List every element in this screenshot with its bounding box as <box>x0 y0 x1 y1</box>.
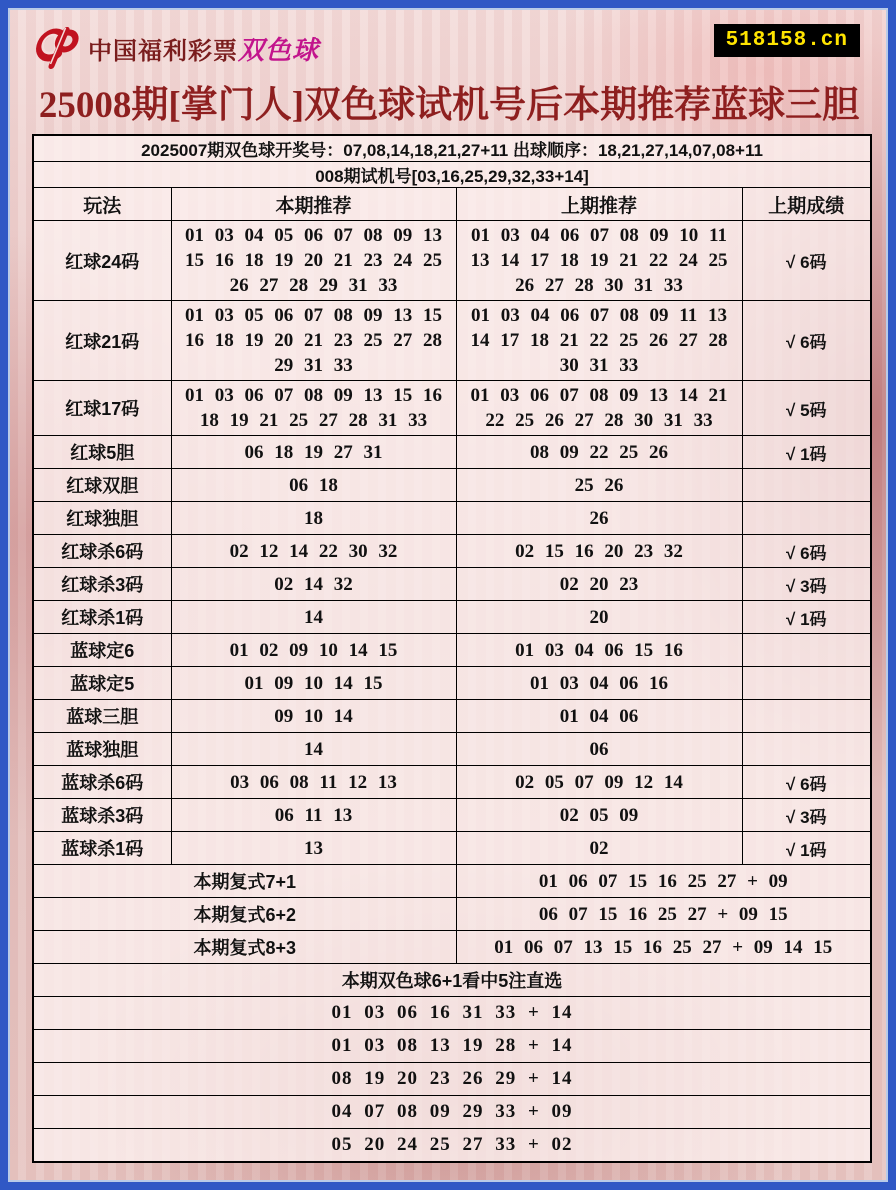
previous-score <box>742 700 871 733</box>
direct-selection-numbers: 01 03 08 13 19 28 + 14 <box>33 1030 871 1063</box>
play-type-label: 蓝球定6 <box>33 634 171 667</box>
current-recommendation: 03 06 08 11 12 13 <box>171 766 456 799</box>
previous-score: √ 1码 <box>742 436 871 469</box>
current-recommendation: 01 03 06 07 08 09 13 15 16 18 19 21 25 27 28 31 33 <box>171 381 456 436</box>
play-type-label: 红球杀6码 <box>33 535 171 568</box>
current-recommendation: 02 12 14 22 30 32 <box>171 535 456 568</box>
previous-recommendation: 08 09 22 25 26 <box>456 436 742 469</box>
previous-score: √ 1码 <box>742 832 871 865</box>
direct-selection-numbers: 05 20 24 25 27 33 + 02 <box>33 1129 871 1162</box>
play-type-label: 蓝球杀3码 <box>33 799 171 832</box>
table-row <box>33 766 871 799</box>
table-row <box>33 667 871 700</box>
previous-recommendation: 02 05 09 <box>456 799 742 832</box>
previous-recommendation: 01 03 06 07 08 09 13 14 21 22 25 26 27 28 30 31 33 <box>456 381 742 436</box>
previous-recommendation: 01 03 04 06 07 08 09 11 13 14 17 18 21 22 25 26 27 28 30 31 33 <box>456 301 742 381</box>
previous-score: √ 6码 <box>742 766 871 799</box>
test-number-line: 008期试机号[03,16,25,29,32,33+14] <box>33 162 871 188</box>
direct-row <box>33 1096 871 1129</box>
test-row <box>33 162 871 188</box>
direct-row <box>33 1129 871 1162</box>
compound-row <box>33 865 871 898</box>
table-row <box>33 799 871 832</box>
compound-row <box>33 898 871 931</box>
direct-row <box>33 997 871 1030</box>
play-type-label: 蓝球杀6码 <box>33 766 171 799</box>
current-recommendation: 14 <box>171 733 456 766</box>
previous-score <box>742 667 871 700</box>
previous-score: √ 6码 <box>742 535 871 568</box>
table-row <box>33 469 871 502</box>
direct-selection-numbers: 04 07 08 09 29 33 + 09 <box>33 1096 871 1129</box>
play-type-label: 红球杀1码 <box>33 601 171 634</box>
column-header-row <box>33 188 871 221</box>
previous-score <box>742 502 871 535</box>
current-recommendation: 06 18 19 27 31 <box>171 436 456 469</box>
play-type-label: 红球21码 <box>33 301 171 381</box>
compound-row <box>33 931 871 964</box>
play-type-label: 红球24码 <box>33 221 171 301</box>
play-type-label: 蓝球杀1码 <box>33 832 171 865</box>
previous-recommendation: 01 03 04 06 16 <box>456 667 742 700</box>
table-row <box>33 568 871 601</box>
page-content <box>8 8 888 1163</box>
previous-score: √ 3码 <box>742 568 871 601</box>
cwl-logo-icon <box>30 20 80 70</box>
table-row <box>33 634 871 667</box>
brand-prefix: 中国福利彩票 <box>88 38 238 65</box>
current-recommendation: 13 <box>171 832 456 865</box>
direct-selection-numbers: 01 03 06 16 31 33 + 14 <box>33 997 871 1030</box>
info-line: 2025007期双色球开奖号：07,08,14,18,21,27+11 出球顺序：18,21,27,14,07,08+11 <box>33 135 871 162</box>
direct-header-row <box>33 964 871 997</box>
brand-text <box>88 30 319 67</box>
play-type-label: 红球杀3码 <box>33 568 171 601</box>
previous-recommendation: 01 03 04 06 07 08 09 10 11 13 14 17 18 19 21 22 24 25 26 27 28 30 31 33 <box>456 221 742 301</box>
current-recommendation: 02 14 32 <box>171 568 456 601</box>
table-row <box>33 733 871 766</box>
table-row <box>33 301 871 381</box>
brand-suffix: 双色球 <box>238 35 320 65</box>
previous-recommendation: 01 03 04 06 15 16 <box>456 634 742 667</box>
current-recommendation: 01 02 09 10 14 15 <box>171 634 456 667</box>
header-bar <box>30 14 868 72</box>
compound-label: 本期复式8+3 <box>33 931 456 964</box>
previous-score: √ 1码 <box>742 601 871 634</box>
play-type-label: 红球17码 <box>33 381 171 436</box>
table-row <box>33 535 871 568</box>
column-header: 玩法 <box>33 188 171 221</box>
play-type-label: 蓝球独胆 <box>33 733 171 766</box>
previous-score: √ 6码 <box>742 221 871 301</box>
previous-score <box>742 634 871 667</box>
table-row <box>33 832 871 865</box>
column-header: 上期成绩 <box>742 188 871 221</box>
direct-selection-numbers: 08 19 20 23 26 29 + 14 <box>33 1063 871 1096</box>
table-row <box>33 700 871 733</box>
info-row <box>33 135 871 162</box>
column-header: 上期推荐 <box>456 188 742 221</box>
previous-score <box>742 733 871 766</box>
current-recommendation: 01 03 04 05 06 07 08 09 13 15 16 18 19 20 21 23 24 25 26 27 28 29 31 33 <box>171 221 456 301</box>
play-type-label: 红球5胆 <box>33 436 171 469</box>
direct-row <box>33 1063 871 1096</box>
previous-recommendation: 02 15 16 20 23 32 <box>456 535 742 568</box>
previous-recommendation: 26 <box>456 502 742 535</box>
table-row <box>33 601 871 634</box>
previous-score: √ 3码 <box>742 799 871 832</box>
compound-value: 01 06 07 13 15 16 25 27 + 09 14 15 <box>456 931 871 964</box>
play-type-label: 红球双胆 <box>33 469 171 502</box>
previous-recommendation: 02 <box>456 832 742 865</box>
recommendations-table <box>32 134 872 1163</box>
column-header: 本期推荐 <box>171 188 456 221</box>
current-recommendation: 14 <box>171 601 456 634</box>
compound-label: 本期复式7+1 <box>33 865 456 898</box>
play-type-label: 蓝球三胆 <box>33 700 171 733</box>
previous-score <box>742 469 871 502</box>
previous-recommendation: 02 20 23 <box>456 568 742 601</box>
current-recommendation: 01 09 10 14 15 <box>171 667 456 700</box>
table-row <box>33 436 871 469</box>
direct-row <box>33 1030 871 1063</box>
current-recommendation: 18 <box>171 502 456 535</box>
table-row <box>33 221 871 301</box>
previous-recommendation: 01 04 06 <box>456 700 742 733</box>
previous-score: √ 5码 <box>742 381 871 436</box>
table-row <box>33 381 871 436</box>
play-type-label: 红球独胆 <box>33 502 171 535</box>
previous-recommendation: 06 <box>456 733 742 766</box>
current-recommendation: 09 10 14 <box>171 700 456 733</box>
compound-label: 本期复式6+2 <box>33 898 456 931</box>
direct-selection-header: 本期双色球6+1看中5注直选 <box>33 964 871 997</box>
compound-value: 01 06 07 15 16 25 27 + 09 <box>456 865 871 898</box>
previous-score: √ 6码 <box>742 301 871 381</box>
previous-recommendation: 20 <box>456 601 742 634</box>
play-type-label: 蓝球定5 <box>33 667 171 700</box>
current-recommendation: 06 18 <box>171 469 456 502</box>
page-title: 25008期[掌门人]双色球试机号后本期推荐蓝球三胆 <box>38 85 860 126</box>
previous-recommendation: 25 26 <box>456 469 742 502</box>
site-badge: 518158.cn <box>714 24 860 57</box>
previous-recommendation: 02 05 07 09 12 14 <box>456 766 742 799</box>
current-recommendation: 06 11 13 <box>171 799 456 832</box>
table-row <box>33 502 871 535</box>
compound-value: 06 07 15 16 25 27 + 09 15 <box>456 898 871 931</box>
current-recommendation: 01 03 05 06 07 08 09 13 15 16 18 19 20 21 23 25 27 28 29 31 33 <box>171 301 456 381</box>
